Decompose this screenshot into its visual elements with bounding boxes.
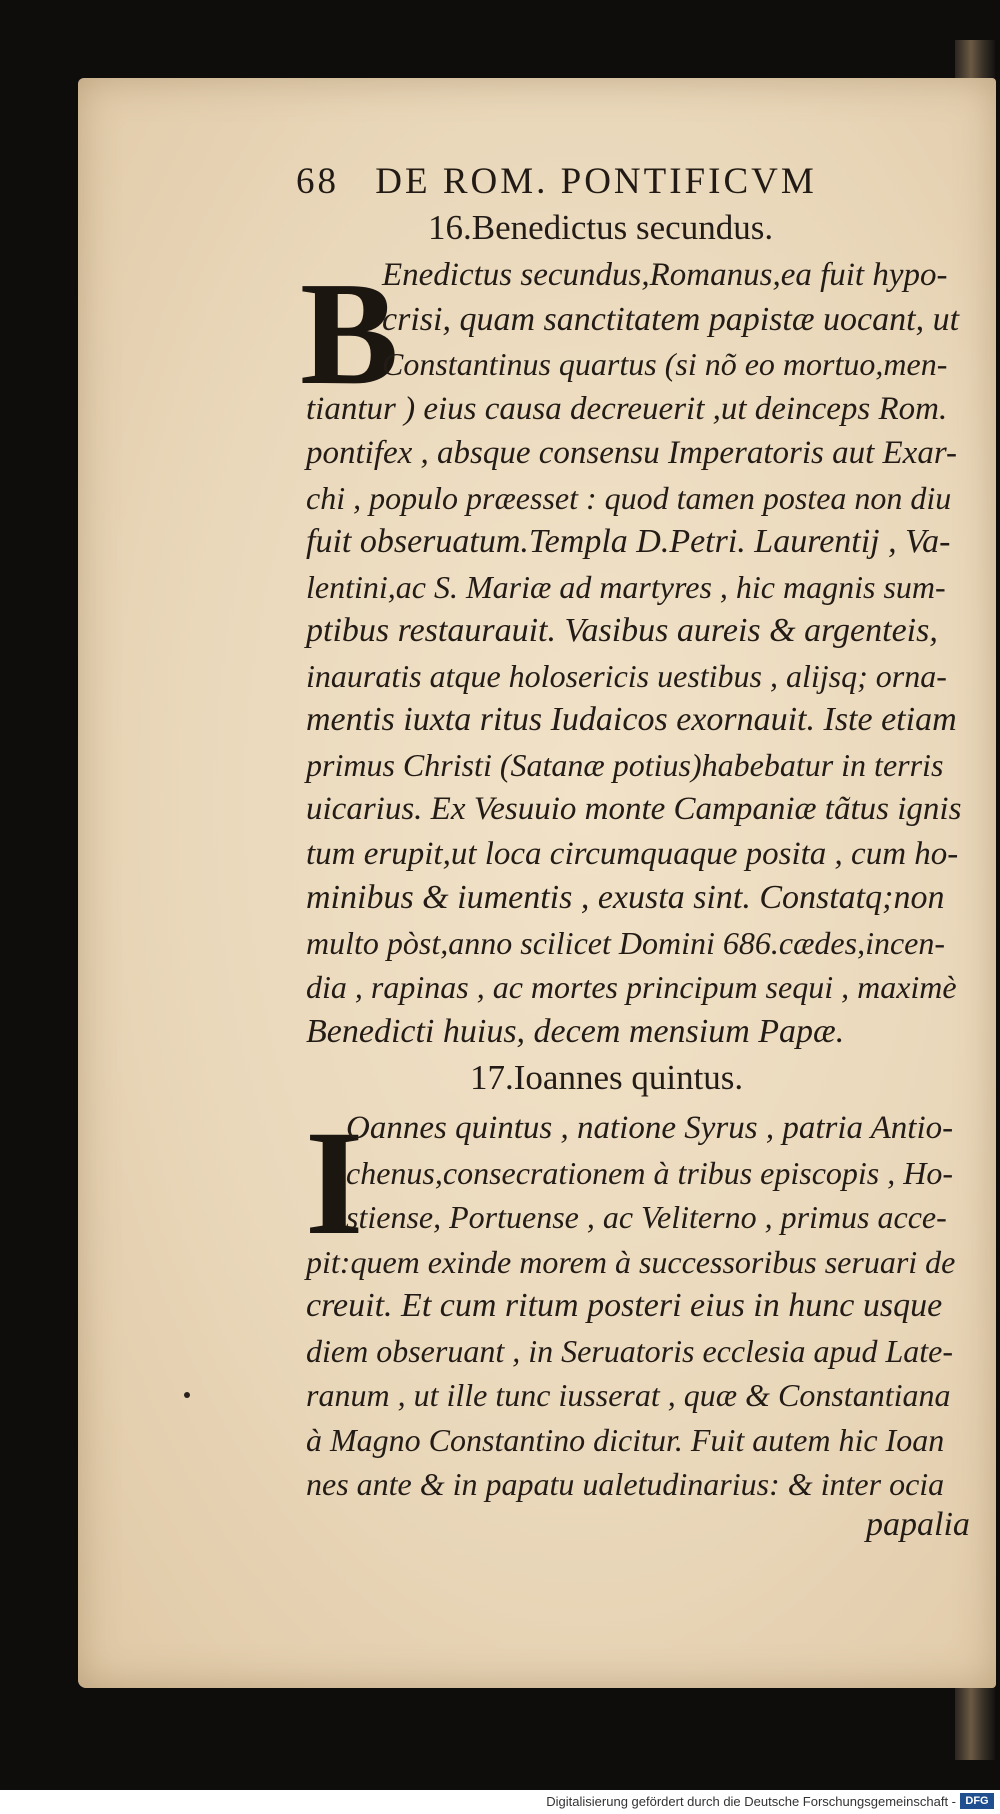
footer-credit: Digitalisierung gefördert durch die Deutsche Forschungsgemeinschaft -	[546, 1794, 956, 1809]
text-line: ptibus restaurauit. Vasibus aureis & argenteis,	[306, 612, 938, 649]
text-line: inauratis atque holosericis uestibus , alijsq; orna-	[306, 657, 947, 694]
running-head	[296, 160, 976, 208]
text-line: chi , populo præesset : quod tamen postea non diu	[306, 479, 952, 516]
text-line: primus Christi (Satanæ potius)habebatur in terris	[306, 746, 944, 783]
text-line: ranum , ut ille tunc iusserat , quæ & Constantiana	[306, 1377, 951, 1413]
text-line: diem obseruant , in Seruatoris ecclesia apud Late-	[306, 1332, 954, 1369]
dfg-logo: DFG	[960, 1793, 994, 1809]
text-line: pit:quem exinde morem à successoribus seruari de	[306, 1243, 956, 1280]
text-line: chenus,consecrationem à tribus episcopis , Ho-	[346, 1154, 954, 1191]
text-line: pontifex , absque consensu Imperatoris aut Exar-	[306, 435, 957, 471]
drop-cap-i: I	[305, 1100, 364, 1266]
text-line: lentini,ac S. Mariæ ad martyres , hic magnis sum-	[306, 568, 946, 605]
text-line: mentis iuxta ritus Iudaicos exornauit. Iste etiam	[306, 701, 957, 738]
text-line: tum erupit,ut loca circumquaque posita , cum ho-	[306, 835, 959, 872]
text-line: creuit. Et cum ritum posteri eius in hunc usque	[306, 1287, 943, 1324]
text-line: Enedictus secundus,Romanus,ea fuit hypo-	[382, 257, 948, 293]
text-line: fuit obseruatum.Templa D.Petri. Laurentij , Va-	[306, 523, 951, 560]
text-line: crisi, quam sanctitatem papistæ uocant, ut	[382, 300, 960, 338]
ink-mark	[184, 1392, 190, 1398]
text-line: Constantinus quartus (si nõ eo mortuo,men-	[382, 346, 948, 382]
text-line: Oannes quintus , natione Syrus , patria Antio-	[346, 1110, 954, 1146]
text-line: tiantur ) eius causa decreuerit ,ut deinceps Rom.	[306, 390, 948, 427]
drop-cap-b: B	[300, 252, 399, 416]
running-head-title: DE ROM. PONTIFICVM	[375, 161, 817, 202]
catchword: papalia	[866, 1506, 970, 1543]
text-line: uicarius. Ex Vesuuio monte Campaniæ tãtus ignis	[306, 791, 962, 827]
text-line: minibus & iumentis , exusta sint. Constatq;non	[306, 879, 945, 916]
text-line: Benedicti huius, decem mensium Papæ.	[306, 1012, 845, 1050]
text-line: à Magno Constantino dicitur. Fuit autem hic Ioan	[306, 1421, 945, 1458]
section-heading-16: 16.Benedictus secundus.	[428, 208, 774, 247]
page-number: 68	[296, 161, 339, 202]
text-line: dia , rapinas , ac mortes principum sequi , maximè	[306, 969, 957, 1005]
section-heading-17: 17.Ioannes quintus.	[470, 1058, 744, 1097]
text-line: multo pòst,anno scilicet Domini 686.cædes,incen-	[306, 924, 946, 961]
text-line: stiense, Portuense , ac Veliterno , primus acce-	[346, 1199, 947, 1235]
text-line: nes ante & in papatu ualetudinarius: & inter ocia	[306, 1466, 945, 1502]
